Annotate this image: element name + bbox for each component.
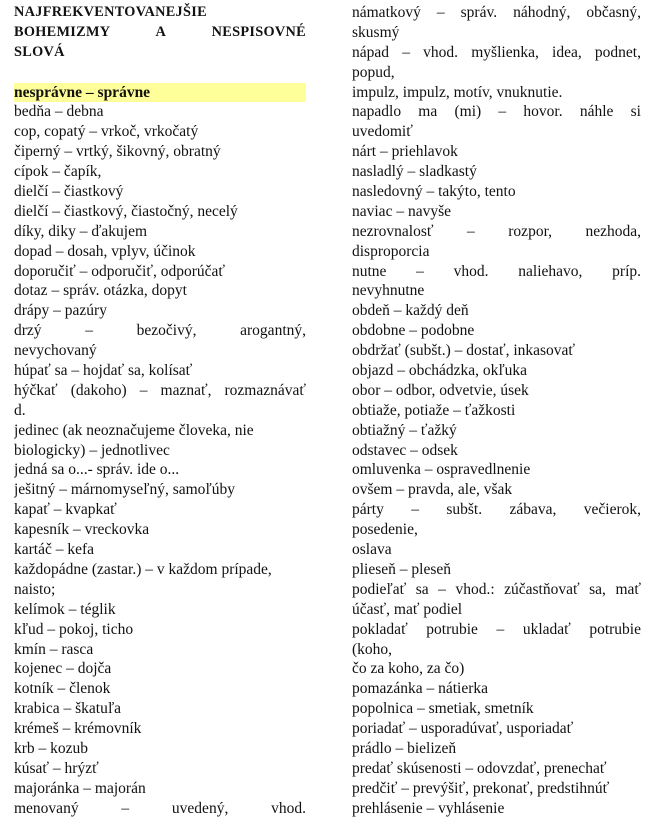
right-entry-line: predčiť – prevýšiť, prekonať, predstihnúť (352, 779, 610, 797)
left-entry-line: kúsať – hrýzť (14, 759, 99, 777)
right-entry-line: oslava (352, 541, 392, 559)
left-entry-line: hýčkať (dakoho) – maznať, rozmaznávať (14, 381, 306, 399)
right-entry-line: impulz, impulz, motív, vnuknutie. (352, 83, 563, 101)
right-entry-line: objazd – obchádzka, okľuka (352, 362, 528, 380)
left-entry-line: nevychovaný (14, 342, 97, 360)
left-entry-line: menovaný – uvedený, vhod. (14, 799, 306, 817)
right-entry-line: uvedomiť (352, 123, 413, 141)
left-entry-line: kmín – rasca (14, 640, 94, 658)
left-entry-line: drápy – pazúry (14, 302, 107, 320)
left-entry-line: krémeš – krémovník (14, 720, 142, 738)
right-entry-line: naviac – navyše (352, 202, 451, 220)
left-entry-line: dopad – dosah, vplyv, účinok (14, 242, 196, 260)
left-entry-line: cípok – čapík, (14, 163, 102, 181)
left-entry-line: bedňa – debna (14, 103, 104, 121)
left-entry-line: kartáč – kefa (14, 541, 95, 559)
right-word-list (352, 3, 641, 819)
left-entry-line: doporučiť – odporučiť, odporúčať (14, 262, 225, 280)
right-entry-line: nárt – priehlavok (352, 143, 458, 161)
right-entry-line: odstavec – odsek (352, 441, 458, 459)
document-title-line-1: NAJFREKVENTOVANEJŠIE (14, 4, 207, 20)
right-entry-line: nasladlý – sladkastý (352, 163, 477, 181)
left-entry-line: každopádne (zastar.) – v každom prípade, (14, 560, 272, 578)
left-entry-line: kelímok – téglik (14, 600, 116, 618)
right-entry-line: popud, (352, 63, 395, 81)
left-entry-line: kojenec – dojča (14, 660, 112, 678)
right-entry-line: disproporcia (352, 242, 430, 260)
left-column (14, 3, 306, 819)
right-entry-line: obdržať (subšt.) – dostať, inkasovať (352, 342, 576, 360)
blank-spacer (14, 63, 306, 83)
left-entry-line: kotník – členok (14, 680, 111, 698)
left-entry-line: krabica – škatuľa (14, 700, 122, 718)
right-entry-line: skusmý (352, 23, 400, 41)
left-entry-line: kapesník – vreckovka (14, 521, 150, 539)
right-entry-line: obtiaže, potiaže – ťažkosti (352, 401, 516, 419)
left-entry-line: jedná sa o...- správ. ide o... (14, 461, 180, 479)
left-word-list (14, 102, 306, 818)
document-title-line-3: SLOVÁ (14, 43, 65, 60)
left-entry-line: dielčí – čiastkový, čiastočný, necelý (14, 202, 238, 220)
right-entry-line: predať skúsenosti – odovzdať, prenechať (352, 759, 607, 777)
left-entry-line: dielčí – čiastkový (14, 183, 124, 201)
right-entry-line: čo za koho, za čo) (352, 660, 465, 678)
column-header-highlighted: nesprávne – správne (14, 83, 306, 103)
right-column (352, 3, 641, 819)
left-entry-line: díky, diky – ďakujem (14, 222, 147, 240)
right-entry-line: obdobne – podobne (352, 322, 475, 340)
right-entry-line: nápad – vhod. myšlienka, idea, podnet, (352, 43, 641, 61)
left-entry-line: čiperný – vrtký, šikovný, obratný (14, 143, 221, 161)
left-entry-line: dotaz – správ. otázka, dopyt (14, 282, 187, 300)
right-entry-line: prádlo – bielizeň (352, 739, 457, 757)
left-entry-line: naisto; (14, 580, 56, 598)
right-entry-line: prehlásenie – vyhlásenie (352, 799, 505, 817)
right-entry-line: párty – subšt. zábava, večierok, (352, 501, 641, 519)
left-entry-line: krb – kozub (14, 739, 89, 757)
right-entry-line: obor – odbor, odvetvie, úsek (352, 381, 529, 399)
left-entry-line: biologicky) – jednotlivec (14, 441, 170, 459)
right-entry-line: napadlo ma (mi) – hovor. náhle si (352, 103, 641, 121)
left-entry-line: kapať – kvapkať (14, 501, 117, 519)
right-entry-line: nezrovnalosť – rozpor, nezhoda, (352, 222, 641, 240)
right-entry-line: nevyhnutne (352, 282, 425, 300)
left-entry-line: drzý – bezočivý, arogantný, (14, 322, 306, 340)
right-entry-line: poriadať – usporadúvať, usporiadať (352, 720, 574, 738)
right-entry-line: posedenie, (352, 521, 418, 539)
right-entry-line: nutne – vhod. naliehavo, príp. (352, 262, 641, 280)
left-entry-line: ješitný – márnomyseľný, samoľúby (14, 481, 235, 499)
right-entry-line: námatkový – správ. náhodný, občasný, (352, 4, 641, 21)
right-entry-line: plieseň – pleseň (352, 560, 452, 578)
left-entry-line: d. (14, 401, 26, 419)
left-entry-line: jedinec (ak neoznačujeme človeka, nie (14, 421, 254, 439)
right-entry-line: obtiažný – ťažký (352, 421, 457, 439)
right-entry-line: účasť, mať podiel (352, 600, 463, 618)
left-entry-line: kľud – pokoj, ticho (14, 620, 134, 638)
right-entry-line: podieľať sa – vhod.: zúčastňovať sa, mať (352, 580, 641, 598)
right-entry-line: pokladať potrubie – ukladať potrubie (352, 620, 641, 638)
right-entry-line: (koho, (352, 640, 393, 658)
left-entry-line: majoránka – majorán (14, 779, 146, 797)
left-entry-line: cop, copatý – vrkoč, vrkočatý (14, 123, 199, 141)
right-entry-line: popolnica – smetiak, smetník (352, 700, 534, 718)
right-entry-line: nasledovný – takýto, tento (352, 183, 516, 201)
right-entry-line: pomazánka – nátierka (352, 680, 488, 698)
left-entry-line: húpať sa – hojdať sa, kolísať (14, 362, 193, 380)
right-entry-line: omluvenka – ospravedlnenie (352, 461, 531, 479)
document-title-line-2: BOHEMIZMY A NESPISOVNÉ (14, 23, 306, 40)
right-entry-line: obdeň – každý deň (352, 302, 469, 320)
right-entry-line: ovšem – pravda, ale, však (352, 481, 513, 499)
